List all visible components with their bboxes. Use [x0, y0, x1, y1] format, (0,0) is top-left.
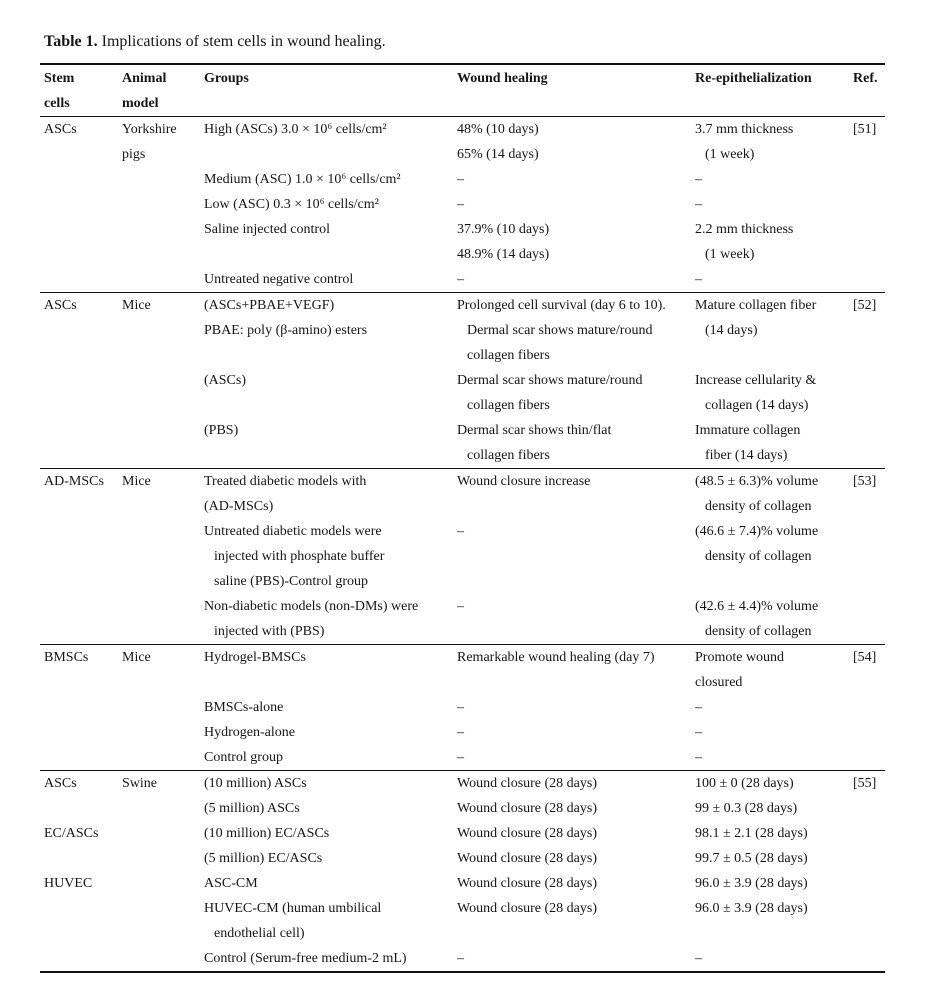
cell-animal-model — [122, 695, 204, 720]
cell-line: 98.1 ± 2.1 (28 days) — [695, 826, 808, 841]
cell-re-epithelialization — [695, 368, 853, 418]
cell-animal-model — [122, 645, 204, 696]
cell-stem-cells — [40, 594, 122, 645]
cell-animal-model — [122, 117, 204, 168]
cell-line: EC/ASCs — [44, 826, 99, 841]
cell-line: density of collagen — [705, 499, 812, 514]
cell-groups — [204, 267, 457, 293]
cell-wound-healing — [457, 267, 695, 293]
cell-stem-cells — [40, 418, 122, 469]
cell-line: density of collagen — [705, 624, 812, 639]
table-block-1 — [40, 117, 885, 293]
cell-groups — [204, 117, 457, 168]
cell-groups — [204, 293, 457, 369]
cell-line: Untreated negative control — [204, 272, 354, 287]
cell-animal-model — [122, 293, 204, 369]
cell-re-epithelialization — [695, 645, 853, 696]
cell-line: HUVEC — [44, 876, 93, 891]
table-row — [40, 846, 885, 871]
cell-groups — [204, 594, 457, 645]
cell-line: 100 ± 0 (28 days) — [695, 776, 794, 791]
cell-ref — [853, 418, 885, 469]
cell-stem-cells — [40, 117, 122, 168]
cell-line: 65% (14 days) — [457, 147, 539, 162]
cell-wound-healing — [457, 720, 695, 745]
cell-animal-model — [122, 896, 204, 946]
cell-groups — [204, 695, 457, 720]
cell-line: – — [695, 951, 702, 966]
cell-line: AD-MSCs — [44, 474, 104, 489]
cell-line: Ref. — [853, 71, 878, 86]
cell-stem-cells — [40, 896, 122, 946]
cell-line: [54] — [853, 650, 877, 665]
cell-re-epithelialization — [695, 821, 853, 846]
cell-animal-model — [122, 821, 204, 846]
cell-line: fiber (14 days) — [705, 448, 788, 463]
cell-line: Dermal scar shows mature/round — [467, 323, 653, 338]
cell-line: Swine — [122, 776, 157, 791]
cell-line: Wound closure (28 days) — [457, 776, 598, 791]
column-header-ref — [853, 64, 885, 117]
cell-stem-cells — [40, 821, 122, 846]
cell-ref — [853, 695, 885, 720]
cell-line: [55] — [853, 776, 877, 791]
cell-line: ASC-CM — [204, 876, 258, 891]
cell-line: (5 million) ASCs — [204, 801, 300, 816]
cell-wound-healing — [457, 117, 695, 168]
stem-cell-table — [40, 63, 885, 973]
cell-line: 2.2 mm thickness — [695, 222, 794, 237]
cell-line: 48% (10 days) — [457, 122, 539, 137]
cell-line: (10 million) ASCs — [204, 776, 307, 791]
cell-line: endothelial cell) — [214, 926, 305, 941]
table-block-2 — [40, 293, 885, 469]
cell-line: Untreated diabetic models were — [204, 524, 382, 539]
cell-wound-healing — [457, 293, 695, 369]
cell-re-epithelialization — [695, 745, 853, 771]
cell-line: Hydrogel-BMSCs — [204, 650, 306, 665]
table-row — [40, 871, 885, 896]
cell-line: injected with (PBS) — [214, 624, 325, 639]
table-row — [40, 796, 885, 821]
cell-line: ASCs — [44, 776, 77, 791]
cell-stem-cells — [40, 771, 122, 797]
cell-wound-healing — [457, 896, 695, 946]
cell-re-epithelialization — [695, 167, 853, 192]
table-row — [40, 117, 885, 168]
cell-groups — [204, 846, 457, 871]
cell-groups — [204, 519, 457, 594]
cell-line: – — [695, 272, 702, 287]
cell-wound-healing — [457, 167, 695, 192]
cell-line: (1 week) — [705, 247, 755, 262]
cell-line: – — [457, 700, 464, 715]
cell-line: Dermal scar shows mature/round — [457, 373, 643, 388]
cell-line: – — [457, 524, 464, 539]
table-header — [40, 64, 885, 117]
cell-line: collagen fibers — [467, 398, 550, 413]
cell-line: collagen fibers — [467, 348, 550, 363]
cell-stem-cells — [40, 368, 122, 418]
cell-line: ASCs — [44, 122, 77, 137]
cell-groups — [204, 821, 457, 846]
cell-line: collagen fibers — [467, 448, 550, 463]
cell-line: Non-diabetic models (non-DMs) were — [204, 599, 419, 614]
cell-stem-cells — [40, 871, 122, 896]
column-header-wound-healing — [457, 64, 695, 117]
cell-animal-model — [122, 192, 204, 217]
cell-line: 48.9% (14 days) — [457, 247, 550, 262]
cell-animal-model — [122, 846, 204, 871]
cell-ref — [853, 117, 885, 168]
cell-line: Wound closure (28 days) — [457, 851, 598, 866]
cell-ref — [853, 846, 885, 871]
cell-ref — [853, 368, 885, 418]
cell-groups — [204, 469, 457, 520]
cell-line: 37.9% (10 days) — [457, 222, 550, 237]
table-caption-label: Table 1. — [44, 33, 98, 50]
cell-groups — [204, 192, 457, 217]
cell-re-epithelialization — [695, 896, 853, 946]
cell-line: Treated diabetic models with — [204, 474, 367, 489]
cell-line: Animal — [122, 71, 167, 86]
cell-line: Mature collagen fiber — [695, 298, 817, 313]
cell-line: Prolonged cell survival (day 6 to 10). — [457, 298, 666, 313]
cell-line: (42.6 ± 4.4)% volume — [695, 599, 819, 614]
table-block-4 — [40, 645, 885, 771]
table-row — [40, 192, 885, 217]
cell-line: – — [695, 197, 702, 212]
cell-re-epithelialization — [695, 267, 853, 293]
cell-re-epithelialization — [695, 293, 853, 369]
cell-groups — [204, 796, 457, 821]
cell-ref — [853, 293, 885, 369]
table-row — [40, 167, 885, 192]
cell-animal-model — [122, 368, 204, 418]
cell-animal-model — [122, 267, 204, 293]
cell-wound-healing — [457, 217, 695, 267]
cell-animal-model — [122, 871, 204, 896]
column-header-stem-cells — [40, 64, 122, 117]
column-header-re-epithelialization — [695, 64, 853, 117]
cell-line: Saline injected control — [204, 222, 330, 237]
cell-line: Hydrogen-alone — [204, 725, 295, 740]
cell-line: PBAE: poly (β-amino) esters — [204, 323, 368, 338]
table-block-3 — [40, 469, 885, 645]
cell-animal-model — [122, 720, 204, 745]
cell-groups — [204, 896, 457, 946]
cell-re-epithelialization — [695, 946, 853, 972]
cell-wound-healing — [457, 846, 695, 871]
cell-wound-healing — [457, 368, 695, 418]
cell-line: density of collagen — [705, 549, 812, 564]
cell-line: [52] — [853, 298, 877, 313]
cell-line: ASCs — [44, 298, 77, 313]
cell-re-epithelialization — [695, 418, 853, 469]
cell-animal-model — [122, 469, 204, 520]
cell-line: Immature collagen — [695, 423, 801, 438]
cell-groups — [204, 217, 457, 267]
cell-groups — [204, 871, 457, 896]
table-row — [40, 821, 885, 846]
table-row — [40, 293, 885, 369]
cell-groups — [204, 720, 457, 745]
cell-stem-cells — [40, 695, 122, 720]
cell-wound-healing — [457, 645, 695, 696]
table-caption-text: Implications of stem cells in wound healing. — [97, 33, 386, 50]
cell-line: Stem — [44, 71, 75, 86]
cell-ref — [853, 896, 885, 946]
cell-line: BMSCs — [44, 650, 89, 665]
table-row — [40, 368, 885, 418]
cell-line: 99 ± 0.3 (28 days) — [695, 801, 798, 816]
table-row — [40, 771, 885, 797]
cell-re-epithelialization — [695, 695, 853, 720]
cell-ref — [853, 871, 885, 896]
cell-wound-healing — [457, 519, 695, 594]
cell-stem-cells — [40, 167, 122, 192]
table-row — [40, 720, 885, 745]
cell-line: Wound closure increase — [457, 474, 591, 489]
cell-re-epithelialization — [695, 796, 853, 821]
cell-line: injected with phosphate buffer — [214, 549, 385, 564]
cell-re-epithelialization — [695, 519, 853, 594]
cell-line: Wound closure (28 days) — [457, 826, 598, 841]
cell-line: – — [457, 272, 464, 287]
cell-wound-healing — [457, 594, 695, 645]
cell-line: Mice — [122, 650, 151, 665]
cell-animal-model — [122, 418, 204, 469]
cell-stem-cells — [40, 946, 122, 972]
cell-ref — [853, 796, 885, 821]
cell-line: 99.7 ± 0.5 (28 days) — [695, 851, 808, 866]
cell-line: Wound healing — [457, 71, 548, 86]
cell-line: – — [695, 725, 702, 740]
cell-line: Control group — [204, 750, 283, 765]
table-caption — [44, 31, 935, 53]
cell-line: – — [457, 725, 464, 740]
table-row — [40, 594, 885, 645]
cell-line: [51] — [853, 122, 877, 137]
cell-ref — [853, 771, 885, 797]
cell-line: Medium (ASC) 1.0 × 10⁶ cells/cm² — [204, 172, 401, 187]
cell-groups — [204, 946, 457, 972]
cell-ref — [853, 821, 885, 846]
cell-groups — [204, 771, 457, 797]
cell-animal-model — [122, 745, 204, 771]
cell-animal-model — [122, 519, 204, 594]
table-row — [40, 695, 885, 720]
cell-line: BMSCs-alone — [204, 700, 284, 715]
cell-line: – — [457, 172, 464, 187]
cell-ref — [853, 594, 885, 645]
cell-line: Mice — [122, 298, 151, 313]
cell-line: – — [457, 750, 464, 765]
cell-stem-cells — [40, 519, 122, 594]
cell-ref — [853, 192, 885, 217]
cell-line: – — [457, 951, 464, 966]
cell-stem-cells — [40, 469, 122, 520]
cell-stem-cells — [40, 796, 122, 821]
cell-stem-cells — [40, 745, 122, 771]
table-row — [40, 745, 885, 771]
cell-ref — [853, 946, 885, 972]
cell-ref — [853, 519, 885, 594]
cell-groups — [204, 418, 457, 469]
cell-re-epithelialization — [695, 771, 853, 797]
table-block-5 — [40, 771, 885, 973]
cell-line: Control (Serum-free medium-2 mL) — [204, 951, 407, 966]
cell-line: saline (PBS)-Control group — [214, 574, 368, 589]
cell-wound-healing — [457, 745, 695, 771]
cell-re-epithelialization — [695, 192, 853, 217]
cell-line: Wound closure (28 days) — [457, 901, 598, 916]
cell-line: Mice — [122, 474, 151, 489]
cell-line: (14 days) — [705, 323, 758, 338]
cell-groups — [204, 368, 457, 418]
cell-wound-healing — [457, 871, 695, 896]
cell-ref — [853, 720, 885, 745]
cell-line: – — [457, 599, 464, 614]
table-row — [40, 896, 885, 946]
cell-line: pigs — [122, 147, 146, 162]
cell-re-epithelialization — [695, 117, 853, 168]
cell-wound-healing — [457, 418, 695, 469]
cell-line: 3.7 mm thickness — [695, 122, 794, 137]
table-header-row — [40, 64, 885, 117]
cell-line: Yorkshire — [122, 122, 177, 137]
cell-ref — [853, 469, 885, 520]
cell-line: Wound closure (28 days) — [457, 801, 598, 816]
table-row — [40, 267, 885, 293]
cell-animal-model — [122, 796, 204, 821]
cell-line: closured — [695, 675, 743, 690]
table-row — [40, 418, 885, 469]
cell-re-epithelialization — [695, 217, 853, 267]
cell-wound-healing — [457, 821, 695, 846]
cell-stem-cells — [40, 720, 122, 745]
cell-line: Remarkable wound healing (day 7) — [457, 650, 655, 665]
cell-line: (AD-MSCs) — [204, 499, 274, 514]
cell-line: – — [695, 700, 702, 715]
table-row — [40, 519, 885, 594]
cell-re-epithelialization — [695, 469, 853, 520]
cell-line: 96.0 ± 3.9 (28 days) — [695, 901, 808, 916]
cell-re-epithelialization — [695, 871, 853, 896]
cell-line: – — [695, 172, 702, 187]
table-row — [40, 946, 885, 972]
cell-ref — [853, 645, 885, 696]
cell-line: collagen (14 days) — [705, 398, 809, 413]
cell-line: (PBS) — [204, 423, 239, 438]
cell-line: (10 million) EC/ASCs — [204, 826, 330, 841]
cell-groups — [204, 745, 457, 771]
cell-line: [53] — [853, 474, 877, 489]
cell-stem-cells — [40, 217, 122, 267]
cell-line: cells — [44, 96, 70, 111]
cell-line: (5 million) EC/ASCs — [204, 851, 323, 866]
cell-re-epithelialization — [695, 846, 853, 871]
cell-line: Re-epithelialization — [695, 71, 812, 86]
cell-line: (1 week) — [705, 147, 755, 162]
cell-animal-model — [122, 217, 204, 267]
cell-line: (ASCs+PBAE+VEGF) — [204, 298, 335, 313]
cell-stem-cells — [40, 192, 122, 217]
cell-line: (ASCs) — [204, 373, 247, 388]
cell-line: Wound closure (28 days) — [457, 876, 598, 891]
cell-line: Increase cellularity & — [695, 373, 817, 388]
cell-re-epithelialization — [695, 594, 853, 645]
cell-stem-cells — [40, 645, 122, 696]
cell-wound-healing — [457, 695, 695, 720]
table-row — [40, 217, 885, 267]
cell-line: (48.5 ± 6.3)% volume — [695, 474, 819, 489]
cell-animal-model — [122, 594, 204, 645]
cell-line: model — [122, 96, 159, 111]
cell-stem-cells — [40, 267, 122, 293]
cell-ref — [853, 267, 885, 293]
cell-wound-healing — [457, 771, 695, 797]
cell-line: (46.6 ± 7.4)% volume — [695, 524, 819, 539]
column-header-animal-model — [122, 64, 204, 117]
cell-wound-healing — [457, 796, 695, 821]
cell-line: 96.0 ± 3.9 (28 days) — [695, 876, 808, 891]
cell-animal-model — [122, 771, 204, 797]
cell-animal-model — [122, 167, 204, 192]
cell-line: Dermal scar shows thin/flat — [457, 423, 612, 438]
cell-animal-model — [122, 946, 204, 972]
cell-groups — [204, 645, 457, 696]
cell-line: Promote wound — [695, 650, 785, 665]
table-row — [40, 645, 885, 696]
cell-ref — [853, 745, 885, 771]
cell-line: – — [695, 750, 702, 765]
cell-line: HUVEC-CM (human umbilical — [204, 901, 382, 916]
cell-wound-healing — [457, 469, 695, 520]
cell-stem-cells — [40, 846, 122, 871]
cell-line: High (ASCs) 3.0 × 10⁶ cells/cm² — [204, 122, 387, 137]
cell-line: Groups — [204, 71, 249, 86]
cell-ref — [853, 167, 885, 192]
column-header-groups — [204, 64, 457, 117]
cell-wound-healing — [457, 192, 695, 217]
cell-ref — [853, 217, 885, 267]
table-row — [40, 469, 885, 520]
cell-groups — [204, 167, 457, 192]
cell-line: Low (ASC) 0.3 × 10⁶ cells/cm² — [204, 197, 379, 212]
cell-line: – — [457, 197, 464, 212]
cell-re-epithelialization — [695, 720, 853, 745]
cell-stem-cells — [40, 293, 122, 369]
cell-wound-healing — [457, 946, 695, 972]
